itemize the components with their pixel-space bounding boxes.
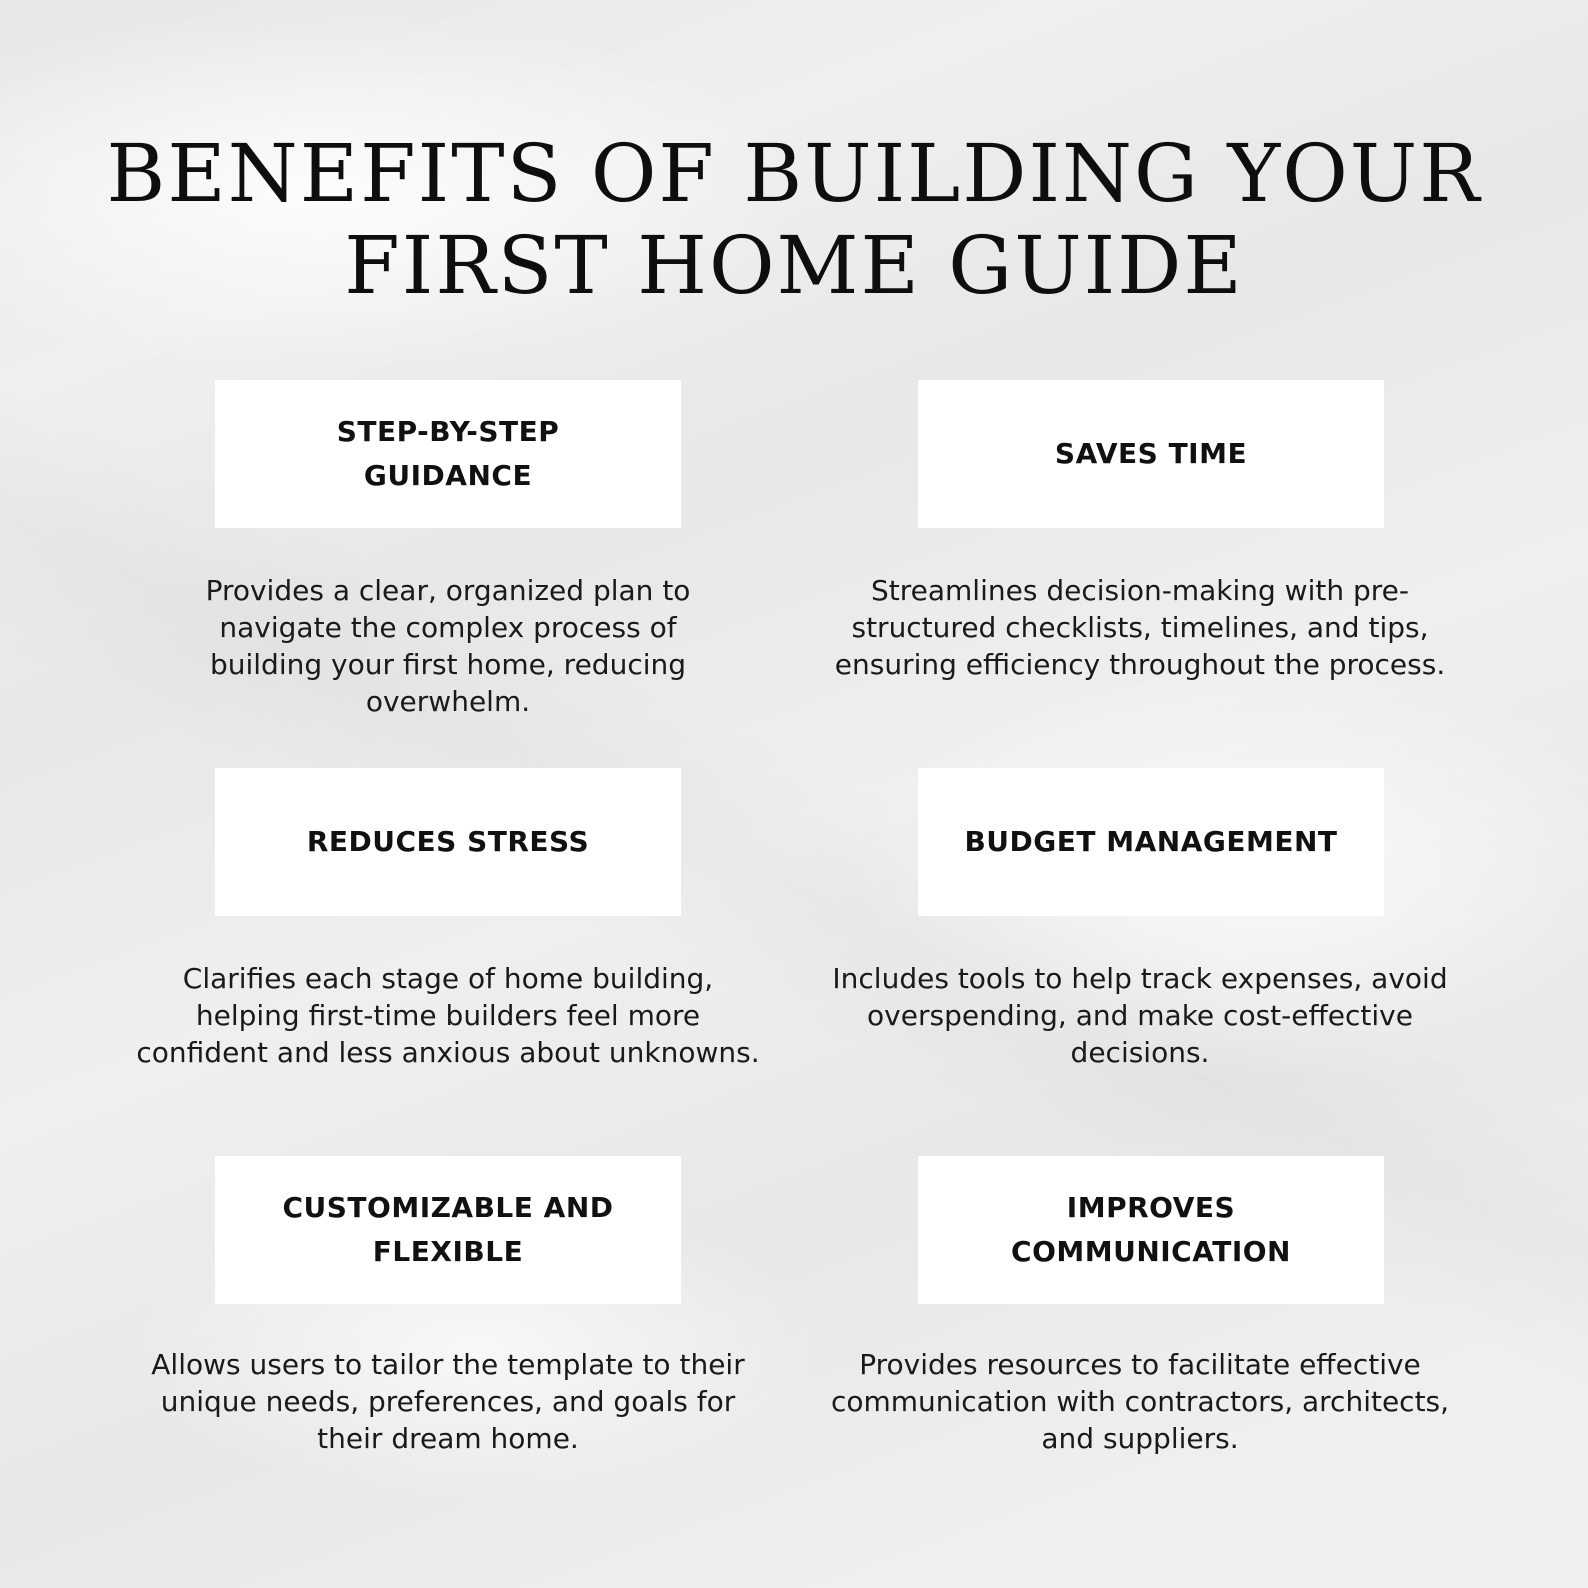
- benefit-card-customizable-and-flexible: [215, 1156, 681, 1304]
- benefit-description: Provides resources to facilitate effective communication with contractors, architects, and suppliers.: [830, 1348, 1450, 1455]
- page-title-line-2: FIRST HOME GUIDE: [344, 219, 1244, 312]
- benefit-card-step-by-step-guidance: [215, 380, 681, 528]
- benefit-card-improves-communication: [918, 1156, 1384, 1304]
- benefit-heading: REDUCES STRESS: [306, 825, 590, 858]
- benefit-description: Provides a clear, organized plan to navigate the complex process of building your first home, reducing overwhelm.: [205, 574, 691, 718]
- page-title-line-1: BENEFITS OF BUILDING YOUR: [106, 127, 1482, 220]
- benefit-description: Streamlines decision-making with pre-structured checklists, timelines, and tips, ensuring efficiency throughout the process.: [834, 574, 1446, 681]
- benefit-card-budget-management: [918, 768, 1384, 916]
- benefit-heading: STEP-BY-STEP GUIDANCE: [336, 415, 560, 492]
- benefit-description: Allows users to tailor the template to their unique needs, preferences, and goals for their dream home.: [151, 1348, 745, 1455]
- benefit-card-reduces-stress: [215, 768, 681, 916]
- benefit-card-saves-time: [918, 380, 1384, 528]
- benefit-description: Includes tools to help track expenses, avoid overspending, and make cost-effective decisions.: [832, 962, 1448, 1069]
- page-title: [0, 128, 1588, 312]
- benefit-heading: IMPROVES COMMUNICATION: [1011, 1191, 1291, 1268]
- benefit-description: Clarifies each stage of home building, helping first-time builders feel more confident and less anxious about unknowns.: [136, 962, 760, 1069]
- benefit-heading: CUSTOMIZABLE AND FLEXIBLE: [282, 1191, 614, 1268]
- benefit-heading: SAVES TIME: [1054, 437, 1248, 470]
- benefit-heading: BUDGET MANAGEMENT: [964, 825, 1338, 858]
